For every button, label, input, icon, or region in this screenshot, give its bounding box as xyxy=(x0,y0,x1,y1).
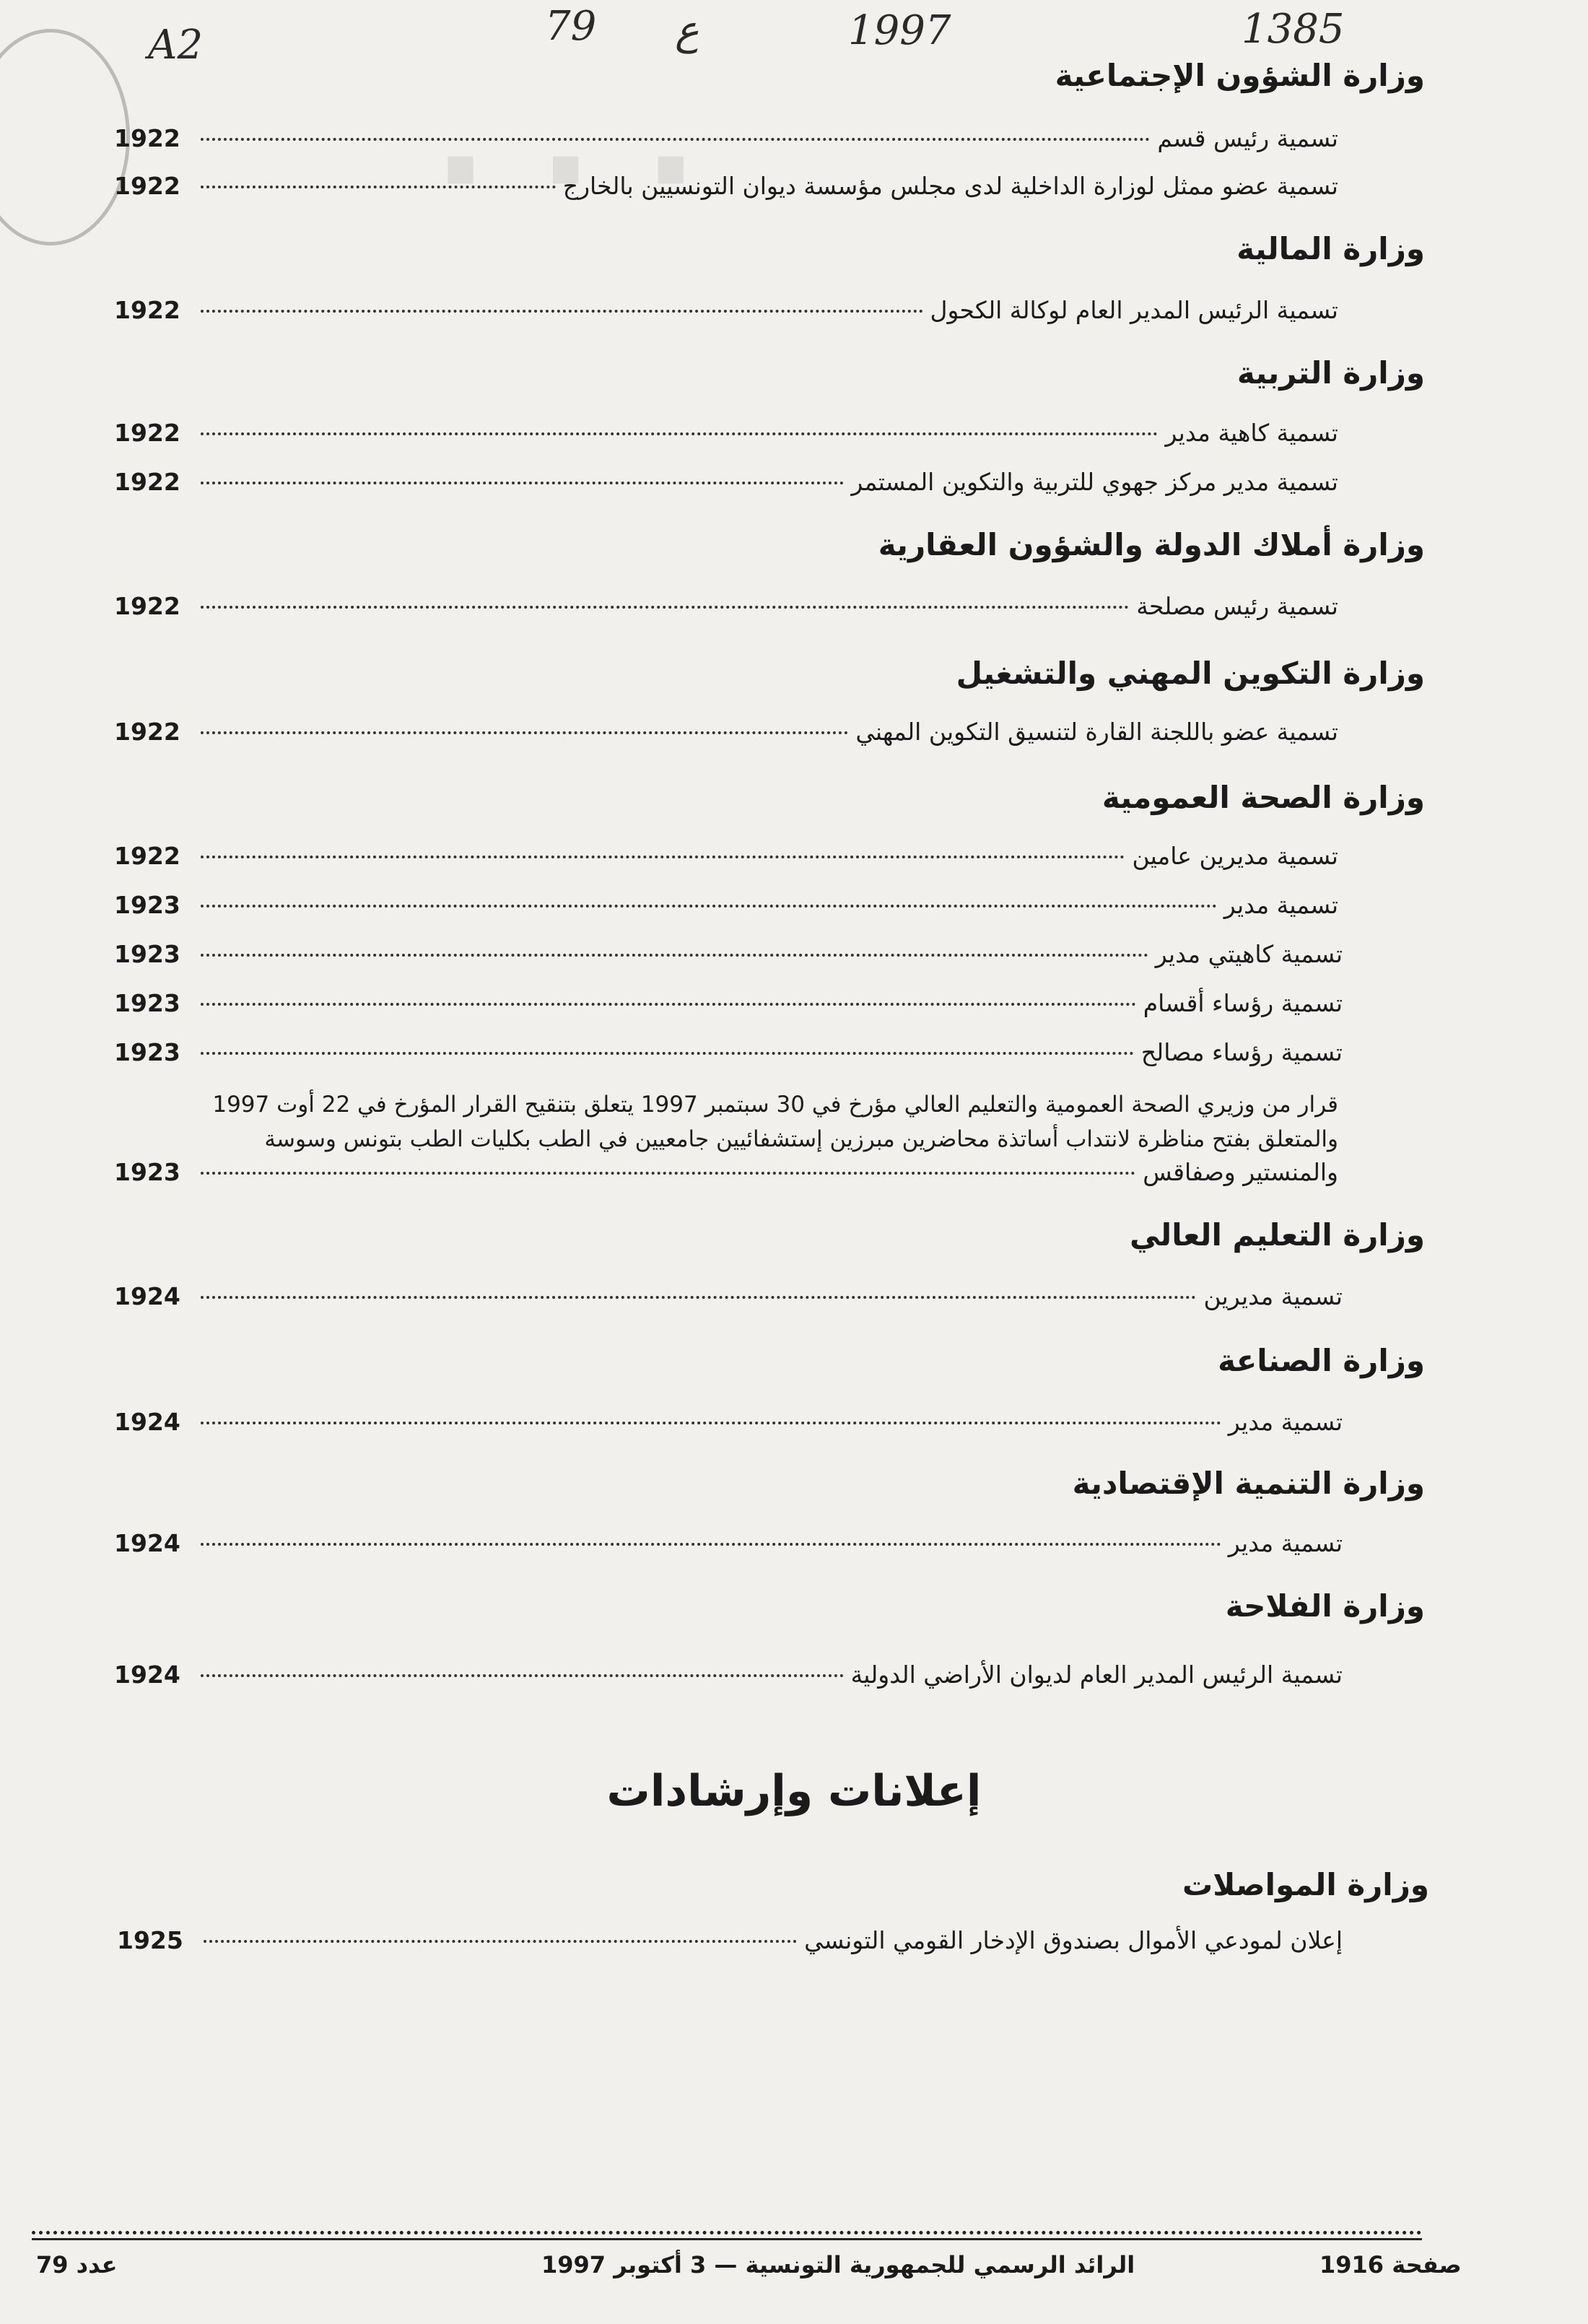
footer-divider xyxy=(32,2231,1422,2234)
page-number: 1923 xyxy=(114,1158,180,1186)
dot-leader xyxy=(201,954,1148,957)
toc-entry xyxy=(114,124,1338,157)
toc-entry xyxy=(114,296,1338,329)
toc-entry xyxy=(114,172,1338,205)
dot-leader xyxy=(201,1543,1221,1546)
toc-entry xyxy=(114,1158,1338,1191)
toc-entry xyxy=(114,842,1338,875)
page-number: 1924 xyxy=(114,1408,180,1436)
entry-label: تسمية كاهيتي مدير xyxy=(1155,940,1343,968)
toc-entry xyxy=(114,419,1338,452)
dot-leader xyxy=(201,138,1150,141)
entry-label: تسمية رؤساء أقسام xyxy=(1143,989,1343,1017)
page-number: 1922 xyxy=(114,419,180,447)
entry-label: تسمية رؤساء مصالح xyxy=(1140,1038,1343,1066)
page-number: 1922 xyxy=(114,124,180,152)
toc-entry xyxy=(114,940,1343,973)
dot-leader xyxy=(201,482,844,484)
page-number: 1922 xyxy=(114,172,180,200)
ministry-heading-agriculture: وزارة الفلاحة xyxy=(1225,1588,1425,1624)
ministry-heading-social-affairs: وزارة الشؤون الإجتماعية xyxy=(1055,58,1425,93)
entry-label: إعلان لمودعي الأموال بصندوق الإدخار القومي التونسي xyxy=(804,1926,1343,1954)
ministry-heading-vocational-training: وزارة التكوين المهني والتشغيل xyxy=(956,656,1425,691)
dot-leader xyxy=(201,310,923,313)
show-through-text: · · · xyxy=(433,87,699,255)
entry-label: تسمية عضو باللجنة القارة لتنسيق التكوين المهني xyxy=(855,718,1338,746)
ministry-heading-economic-development: وزارة التنمية الإقتصادية xyxy=(1072,1466,1425,1501)
entry-label: والمنستير وصفاقس xyxy=(1143,1158,1338,1186)
toc-entry xyxy=(114,718,1338,751)
entry-label: تسمية مديرين عامين xyxy=(1132,842,1338,870)
ministry-heading-industry: وزارة الصناعة xyxy=(1218,1343,1425,1378)
handwritten-a2: A2 xyxy=(148,22,204,69)
toc-entry xyxy=(117,1926,1343,1959)
page-number: 1922 xyxy=(114,296,180,324)
page-number: 1923 xyxy=(114,989,180,1017)
dot-leader xyxy=(201,1674,844,1677)
dot-leader xyxy=(204,1940,797,1943)
ministry-heading-education: وزارة التربية xyxy=(1236,355,1425,391)
entry-label: تسمية مدير xyxy=(1228,1408,1343,1436)
entry-label: تسمية الرئيس المدير العام لوكالة الكحول xyxy=(930,296,1338,324)
entry-label: تسمية كاهية مدير xyxy=(1165,419,1338,447)
entry-label: تسمية مدير xyxy=(1228,1529,1343,1557)
footer-divider xyxy=(32,2238,1422,2240)
dot-leader xyxy=(201,1296,1196,1299)
dot-leader xyxy=(201,1172,1135,1175)
entry-label: تسمية مديرين xyxy=(1203,1282,1343,1310)
ministry-heading-public-health: وزارة الصحة العمومية xyxy=(1101,780,1425,815)
toc-entry xyxy=(114,891,1338,924)
dot-leader xyxy=(201,856,1125,858)
dot-leader xyxy=(201,606,1129,609)
issue-number: عدد 79 xyxy=(36,2251,118,2279)
ministry-heading-transport: وزارة المواصلات xyxy=(1182,1867,1429,1902)
page-number: 1922 xyxy=(114,718,180,746)
dot-leader xyxy=(201,432,1158,435)
page-number: 1922 xyxy=(114,592,180,620)
toc-entry xyxy=(114,592,1338,625)
toc-entry xyxy=(114,1529,1343,1562)
page-number: 1923 xyxy=(114,1038,180,1066)
handwritten-year: 1997 xyxy=(848,7,951,54)
page-number: 1923 xyxy=(114,891,180,919)
ministry-heading-state-property: وزارة أملاك الدولة والشؤون العقارية xyxy=(878,527,1425,562)
page-number: 1923 xyxy=(114,940,180,968)
publication-line: الرائد الرسمي للجمهورية التونسية — 3 أكتوبر 1997 xyxy=(541,2251,1135,2279)
handwritten-ain: ع xyxy=(675,7,699,54)
entry-label: تسمية رئيس مصلحة xyxy=(1136,592,1338,620)
page-number-footer: صفحة 1916 xyxy=(1319,2251,1462,2279)
toc-entry xyxy=(114,1038,1343,1071)
toc-entry xyxy=(114,468,1338,501)
toc-entry xyxy=(114,989,1343,1022)
dot-leader xyxy=(201,1052,1134,1055)
page-number: 1924 xyxy=(114,1282,180,1310)
toc-entry xyxy=(114,1661,1343,1694)
decree-paragraph-line: قرار من وزيري الصحة العمومية والتعليم العالي مؤرخ في 30 سبتمبر 1997 يتعلق بتنقيح القرار المؤرخ في 22 أوت 1997 xyxy=(212,1092,1338,1118)
dot-leader xyxy=(201,186,556,188)
entry-label: تسمية الرئيس المدير العام لديوان الأراضي الدولية xyxy=(850,1661,1343,1689)
handwritten-79: 79 xyxy=(545,3,597,50)
dot-leader xyxy=(201,1422,1221,1424)
page-number: 1922 xyxy=(114,842,180,870)
entry-label: تسمية مدير xyxy=(1223,891,1338,919)
stamp-mark xyxy=(0,29,130,245)
dot-leader xyxy=(201,731,848,734)
entry-label: تسمية مدير مركز جهوي للتربية والتكوين المستمر xyxy=(851,468,1338,496)
page-number: 1925 xyxy=(117,1926,183,1954)
ministry-heading-finance: وزارة المالية xyxy=(1236,231,1425,266)
ministry-heading-higher-education: وزارة التعليم العالي xyxy=(1129,1217,1425,1253)
entry-label: تسمية رئيس قسم xyxy=(1157,124,1338,152)
page-number: 1922 xyxy=(114,468,180,496)
toc-entry xyxy=(114,1282,1343,1315)
toc-entry xyxy=(114,1408,1343,1441)
page-number: 1924 xyxy=(114,1529,180,1557)
page-number: 1924 xyxy=(114,1661,180,1689)
dot-leader xyxy=(201,905,1217,908)
handwritten-ref: 1385 xyxy=(1242,6,1345,53)
dot-leader xyxy=(201,1003,1136,1006)
entry-label: تسمية عضو ممثل لوزارة الداخلية لدى مجلس مؤسسة ديوان التونسيين بالخارج xyxy=(562,172,1338,200)
announcements-title: إعلانات وإرشادات xyxy=(606,1766,982,1816)
decree-paragraph-line: والمتعلق بفتح مناظرة لانتداب أساتذة محاضرين مبرزين إستشفائيين جامعيين في الطب بكليات الطب بتونس وسوسة xyxy=(264,1126,1338,1152)
